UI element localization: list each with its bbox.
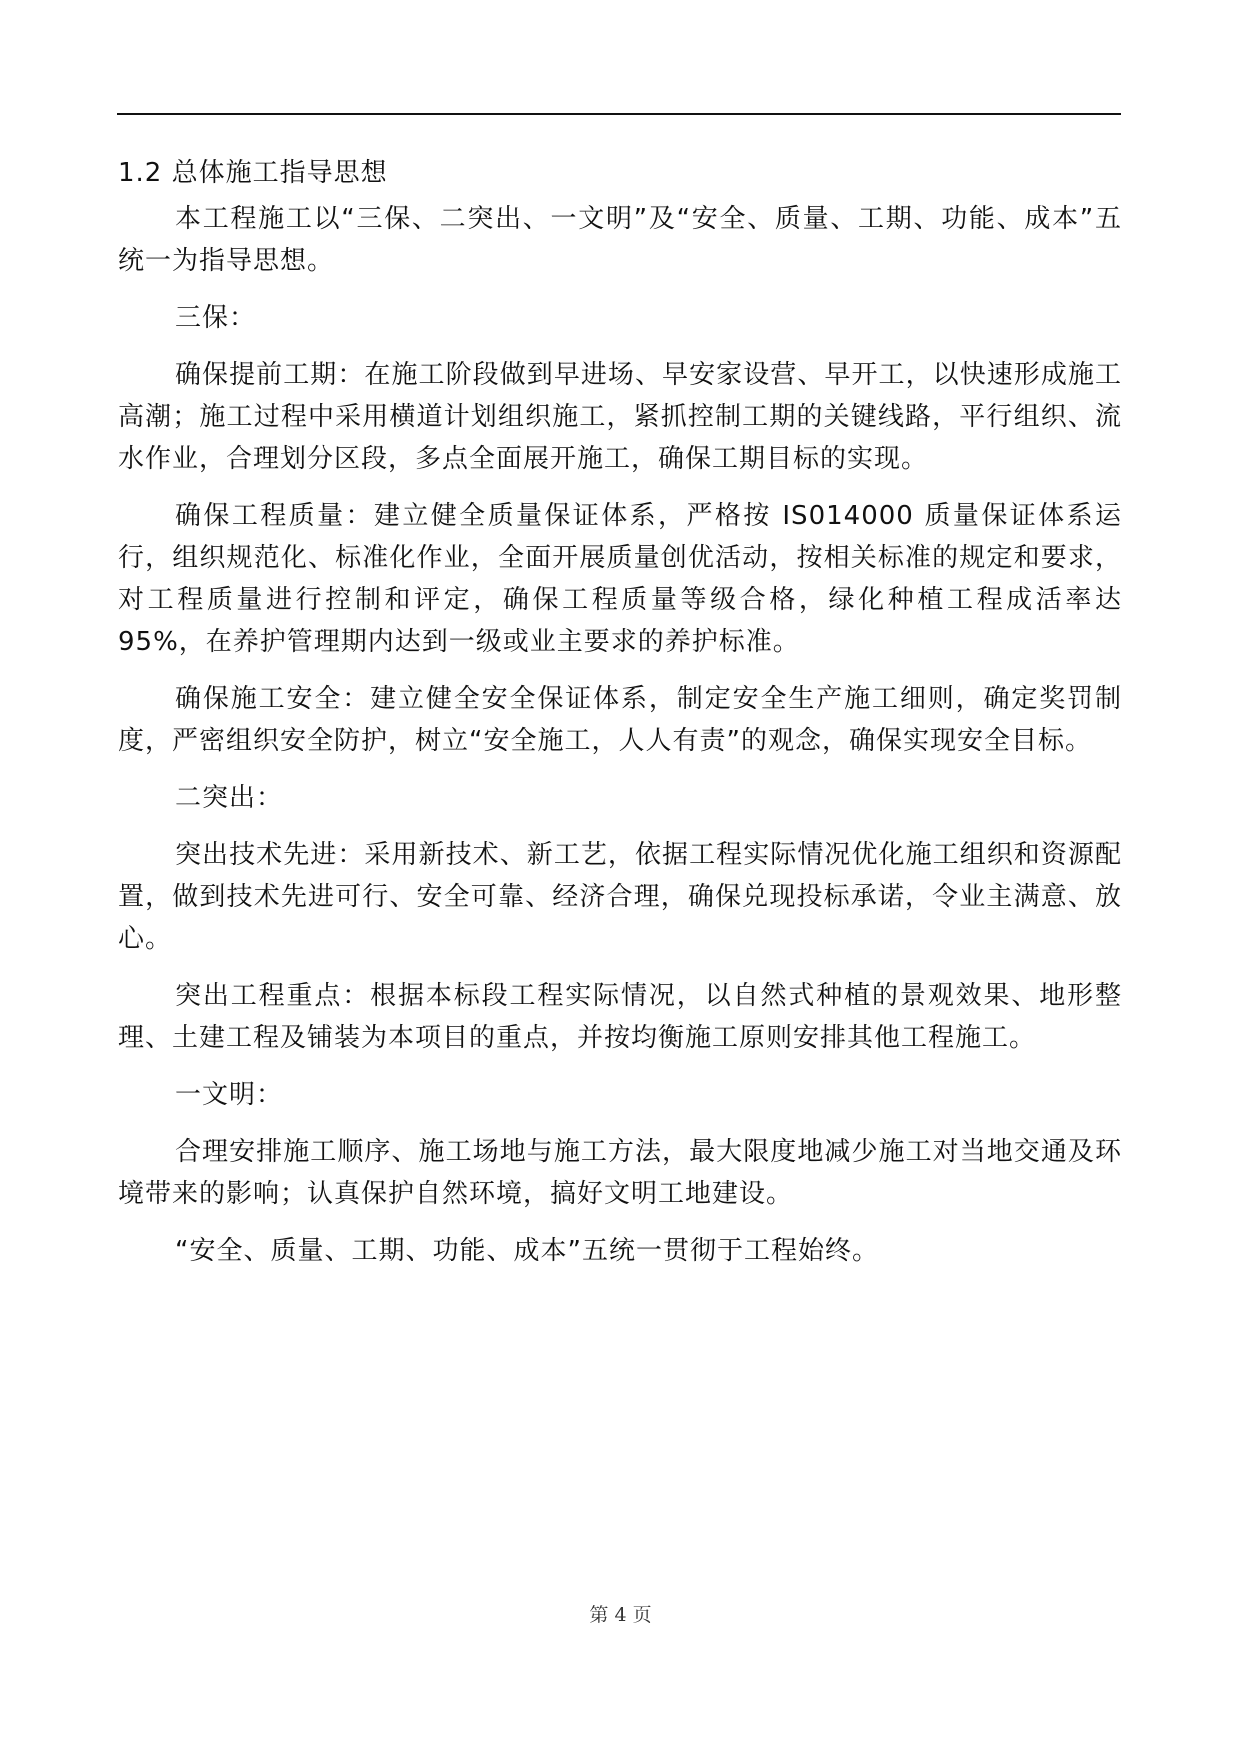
paragraph-quality: 确保工程质量：建立健全质量保证体系，严格按 IS014000 质量保证体系运行，组织规范化、标准化作业，全面开展质量创优活动，按相关标准的规定和要求，对工程质量进行控制和评定，确保工程质量等级合格，绿化种植工程成活率达 95%，在养护管理期内达到一级或业主要求的养护标准。 xyxy=(118,501,1122,657)
paragraph-tuchu-title: 二突出： xyxy=(175,783,284,813)
header-rule xyxy=(117,113,1121,115)
section-heading: 1.2 总体施工指导思想 xyxy=(118,158,388,188)
paragraph-schedule: 确保提前工期：在施工阶段做到早进场、早安家设营、早开工，以快速形成施工高潮；施工过程中采用横道计划组织施工，紧抓控制工期的关键线路，平行组织、流水作业，合理划分区段，多点全面展开施工，确保工期目标的实现。 xyxy=(118,360,1122,474)
paragraph-closing: “安全、质量、工期、功能、成本”五统一贯彻于工程始终。 xyxy=(175,1236,879,1266)
paragraph-civilization: 合理安排施工顺序、施工场地与施工方法，最大限度地减少施工对当地交通及环境带来的影响；认真保护自然环境，搞好文明工地建设。 xyxy=(118,1137,1122,1209)
paragraph-technology: 突出技术先进：采用新技术、新工艺，依据工程实际情况优化施工组织和资源配置，做到技术先进可行、安全可靠、经济合理，确保兑现投标承诺，令业主满意、放心。 xyxy=(118,840,1122,954)
paragraph-intro: 本工程施工以“三保、二突出、一文明”及“安全、质量、工期、功能、成本”五统一为指导思想。 xyxy=(118,204,1122,276)
page-number: 第 4 页 xyxy=(589,1604,652,1626)
paragraph-safety: 确保施工安全：建立健全安全保证体系，制定安全生产施工细则，确定奖罚制度，严密组织安全防护，树立“安全施工，人人有责”的观念，确保实现安全目标。 xyxy=(118,684,1122,756)
paragraph-wenming-title: 一文明： xyxy=(175,1080,284,1110)
paragraph-key-points: 突出工程重点：根据本标段工程实际情况，以自然式种植的景观效果、地形整理、土建工程及铺装为本项目的重点，并按均衡施工原则安排其他工程施工。 xyxy=(118,981,1122,1053)
document-body xyxy=(118,152,1122,1287)
paragraph-sanbao-title: 三保： xyxy=(175,303,257,333)
